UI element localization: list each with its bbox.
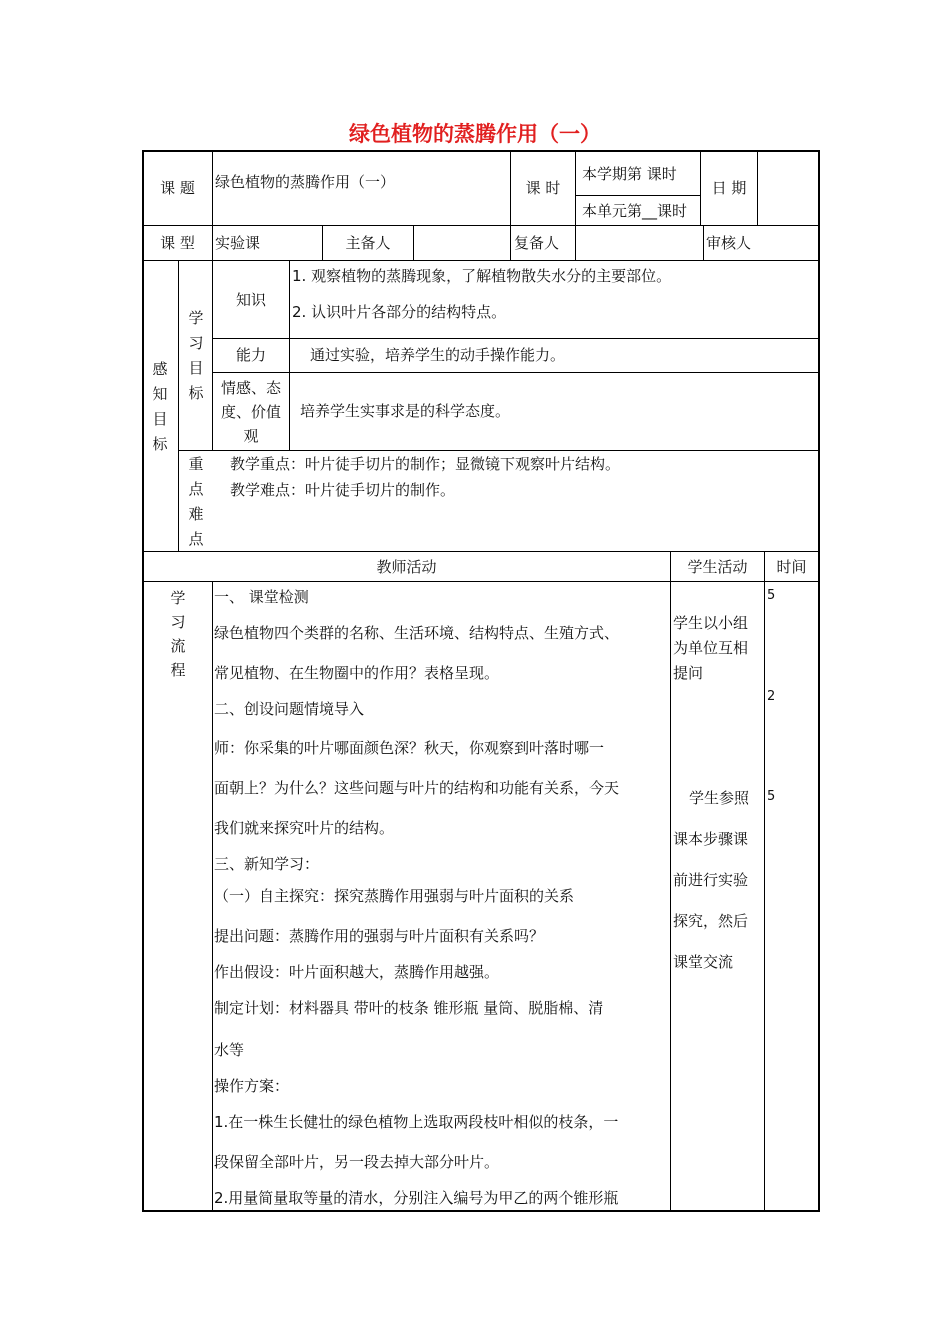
knowledge-2: 2. 认识叶片各部分的结构特点。 xyxy=(292,303,507,321)
divider xyxy=(289,260,290,450)
teacher-line: 师：你采集的叶片哪面颜色深？秋天，你观察到叶落时哪一 xyxy=(214,739,605,757)
divider xyxy=(178,450,820,451)
student-line: 课堂交流 xyxy=(673,953,734,971)
teacher-line: 作出假设：叶片面积越大，蒸腾作用越强。 xyxy=(214,963,500,981)
time-value: 5 xyxy=(767,588,776,603)
teacher-line: 2.用量简量取等量的清水，分别注入编号为甲乙的两个锥形瓶 xyxy=(214,1189,619,1207)
divider xyxy=(212,581,213,1211)
teacher-line: （一）自主探究：探究蒸腾作用强弱与叶片面积的关系 xyxy=(214,887,575,905)
teacher-line: 一、 课堂检测 xyxy=(214,588,309,606)
divider xyxy=(757,150,758,225)
key-point: 教学重点：叶片徒手切片的制作；显微镜下观察叶片结构。 xyxy=(230,455,621,473)
teacher-line: 制定计划：材料器具 带叶的枝条 锥形瓶 量筒、脱脂棉、清 xyxy=(214,999,604,1017)
type-label: 课 型 xyxy=(160,234,195,252)
co-label: 复备人 xyxy=(514,234,560,252)
divider xyxy=(670,551,671,1211)
student-line: 学生参照 xyxy=(689,789,750,807)
divider xyxy=(178,260,179,551)
teacher-line: 段保留全部叶片，另一段去掉大部分叶片。 xyxy=(214,1153,500,1171)
lesson-value: 绿色植物的蒸腾作用（一） xyxy=(215,173,396,191)
divider xyxy=(212,150,213,260)
teacher-line: 水等 xyxy=(214,1041,245,1059)
table-border-bottom xyxy=(142,1210,820,1212)
goals-outer-label: 感知目标 xyxy=(152,360,168,453)
period-label: 课 时 xyxy=(525,179,561,197)
table-border-right xyxy=(818,150,820,1212)
student-header: 学生活动 xyxy=(687,558,748,576)
lead-label: 主备人 xyxy=(345,234,391,252)
ability-text: 通过实验，培养学生的动手操作能力。 xyxy=(310,346,566,364)
student-line: 为单位互相 xyxy=(673,639,749,657)
student-line: 前进行实验 xyxy=(673,871,749,889)
teacher-line: 操作方案： xyxy=(214,1077,290,1095)
difficulty: 教学难点：叶片徒手切片的制作。 xyxy=(230,481,456,499)
page-title: 绿色植物的蒸腾作用（一） xyxy=(349,122,601,146)
period-semester: 本学期第 课时 xyxy=(582,165,677,183)
teacher-line: 二、创设问题情境导入 xyxy=(214,700,365,718)
type-value: 实验课 xyxy=(215,234,261,252)
time-value: 2 xyxy=(767,689,776,704)
divider xyxy=(764,551,765,1211)
knowledge-1: 1. 观察植物的蒸腾现象，了解植物散失水分的主要部位。 xyxy=(292,267,672,285)
divider xyxy=(212,338,820,339)
period-unit: 本单元第__课时 xyxy=(582,202,688,220)
student-line: 学生以小组 xyxy=(673,614,749,632)
divider xyxy=(575,150,576,260)
teacher-line: 我们就来探究叶片的结构。 xyxy=(214,819,395,837)
teacher-line: 1.在一株生长健壮的绿色植物上选取两段枝叶相似的枝条，一 xyxy=(214,1113,619,1131)
divider xyxy=(142,225,820,226)
student-line: 课本步骤课 xyxy=(673,830,749,848)
divider xyxy=(142,581,820,582)
goals-study-label: 学习目标 xyxy=(188,309,204,402)
table-border-left xyxy=(142,150,144,1212)
time-header: 时间 xyxy=(776,558,807,576)
student-line: 提问 xyxy=(673,664,704,682)
divider xyxy=(142,551,820,552)
teacher-line: 三、新知学习： xyxy=(214,855,320,873)
divider xyxy=(575,195,700,196)
emotion-label: 情感、态度、价值观 xyxy=(220,379,281,445)
date-label: 日 期 xyxy=(711,179,747,197)
teacher-line: 绿色植物四个类群的名称、生活环境、结构特点、生殖方式、 xyxy=(214,624,620,642)
divider xyxy=(703,225,704,260)
divider xyxy=(142,260,820,261)
review-label: 审核人 xyxy=(706,234,752,252)
flow-label: 学习流程 xyxy=(170,589,186,679)
divider xyxy=(413,225,414,260)
student-line: 探究，然后 xyxy=(673,912,749,930)
lesson-label: 课 题 xyxy=(160,179,195,197)
knowledge-label: 知识 xyxy=(235,291,266,309)
divider xyxy=(212,372,820,373)
table-border-top xyxy=(142,150,820,152)
time-value: 5 xyxy=(767,789,776,804)
teacher-line: 常见植物、在生物圈中的作用？表格呈现。 xyxy=(214,664,500,682)
emotion-text: 培养学生实事求是的科学态度。 xyxy=(300,402,511,420)
key-label: 重点难点 xyxy=(188,455,204,548)
divider xyxy=(510,150,511,260)
teacher-header: 教师活动 xyxy=(376,558,437,576)
teacher-line: 提出问题：蒸腾作用的强弱与叶片面积有关系吗？ xyxy=(214,927,545,945)
teacher-line: 面朝上？为什么？这些问题与叶片的结构和功能有关系，今天 xyxy=(214,779,620,797)
ability-label: 能力 xyxy=(235,346,266,364)
